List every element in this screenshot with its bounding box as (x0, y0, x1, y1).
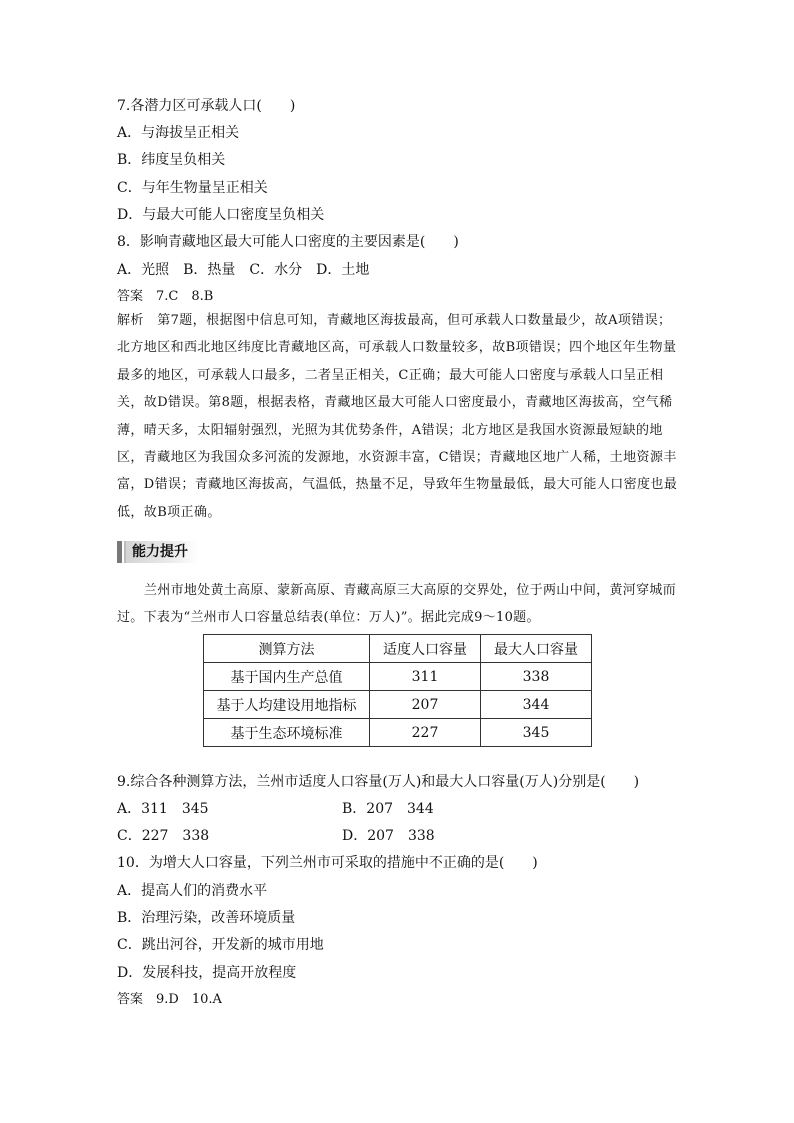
table-cell: 207 (370, 691, 481, 719)
table-cell: 227 (370, 719, 481, 747)
question-7-option-a: A．与海拔呈正相关 (117, 125, 240, 141)
question-10-option-d: D．发展科技，提高开放程度 (117, 965, 297, 981)
table-cell: 345 (481, 719, 592, 747)
question-9-stem: 9.综合各种测算方法，兰州市适度人口容量(万人)和最大人口容量(万人)分别是( ) (117, 774, 640, 790)
question-9-option-b: B．207 344 (342, 801, 434, 817)
question-10-option-a: A．提高人们的消费水平 (117, 883, 268, 899)
question-9-option-a: A．311 345 (117, 801, 209, 817)
explanation-7-8: 解析 第7题，根据图中信息可知，青藏地区海拔最高，但可承载人口数量最少，故A项错误；北方地区和西北地区纬度比青藏地区高，可承载人口数量较多，故B项错误；四个地区年生物量最多的地区，可承载人口最多，二者呈正相关，C正确；最大可能人口密度与承载人口呈正相关，故D错误。第8题，根据表格，青藏地区最大可能人口密度最小，青藏地区海拔高，空气稀薄，晴天多，太阳辐射强烈，光照为其优势条件，A错误；北方地区是我国水资源最短缺的地区，青藏地区为我国众多河流的发源地，水资源丰富，C错误；青藏地区地广人稀，土地资源丰富，D错误；青藏地区海拔高，气温低，热量不足，导致年生物量最低，最大可能人口密度也最低，故B项正确。 (117, 313, 678, 520)
table-header-moderate: 适度人口容量 (370, 635, 481, 663)
section-title: 能力提升 (126, 541, 198, 563)
table-header-method: 测算方法 (204, 635, 370, 663)
table-cell: 基于生态环境标准 (204, 719, 370, 747)
question-10-option-b: B．治理污染，改善环境质量 (117, 910, 296, 926)
question-10-option-c: C．跳出河谷，开发新的城市用地 (117, 937, 324, 953)
question-8-options: A．光照 B．热量 C．水分 D．土地 (117, 262, 370, 278)
population-capacity-table (203, 634, 592, 747)
table-cell: 基于人均建设用地指标 (204, 691, 370, 719)
answer-7-8: 答案 7.C 8.B (117, 289, 214, 304)
section-header (117, 541, 198, 563)
question-7-option-d: D．与最大可能人口密度呈负相关 (117, 207, 325, 223)
question-10-stem: 10．为增大人口容量，下列兰州市可采取的措施中不正确的是( ) (117, 855, 538, 871)
table-cell: 311 (370, 663, 481, 691)
table-cell: 基于国内生产总值 (204, 663, 370, 691)
intro-paragraph: 兰州市地处黄土高原、蒙新高原、青藏高原三大高原的交界处，位于两山中间，黄河穿城而过。下表为“兰州市人口容量总结表(单位：万人)”。据此完成9～10题。 (117, 583, 677, 625)
table-row (204, 663, 592, 691)
table-cell: 344 (481, 691, 592, 719)
table-row (204, 719, 592, 747)
question-9-option-c: C．227 338 (117, 828, 210, 844)
table-header-row (204, 635, 592, 663)
table-cell: 338 (481, 663, 592, 691)
question-8-stem: 8．影响青藏地区最大可能人口密度的主要因素是( ) (117, 234, 459, 250)
table-row (204, 691, 592, 719)
question-7-stem: 7.各潜力区可承载人口( ) (117, 98, 296, 114)
question-9-option-d: D．207 338 (342, 828, 435, 844)
section-bar (117, 541, 122, 563)
question-7-option-c: C．与年生物量呈正相关 (117, 180, 268, 196)
table-header-maximum: 最大人口容量 (481, 635, 592, 663)
question-7-option-b: B．纬度呈负相关 (117, 152, 226, 168)
answer-9-10: 答案 9.D 10.A (117, 992, 222, 1007)
